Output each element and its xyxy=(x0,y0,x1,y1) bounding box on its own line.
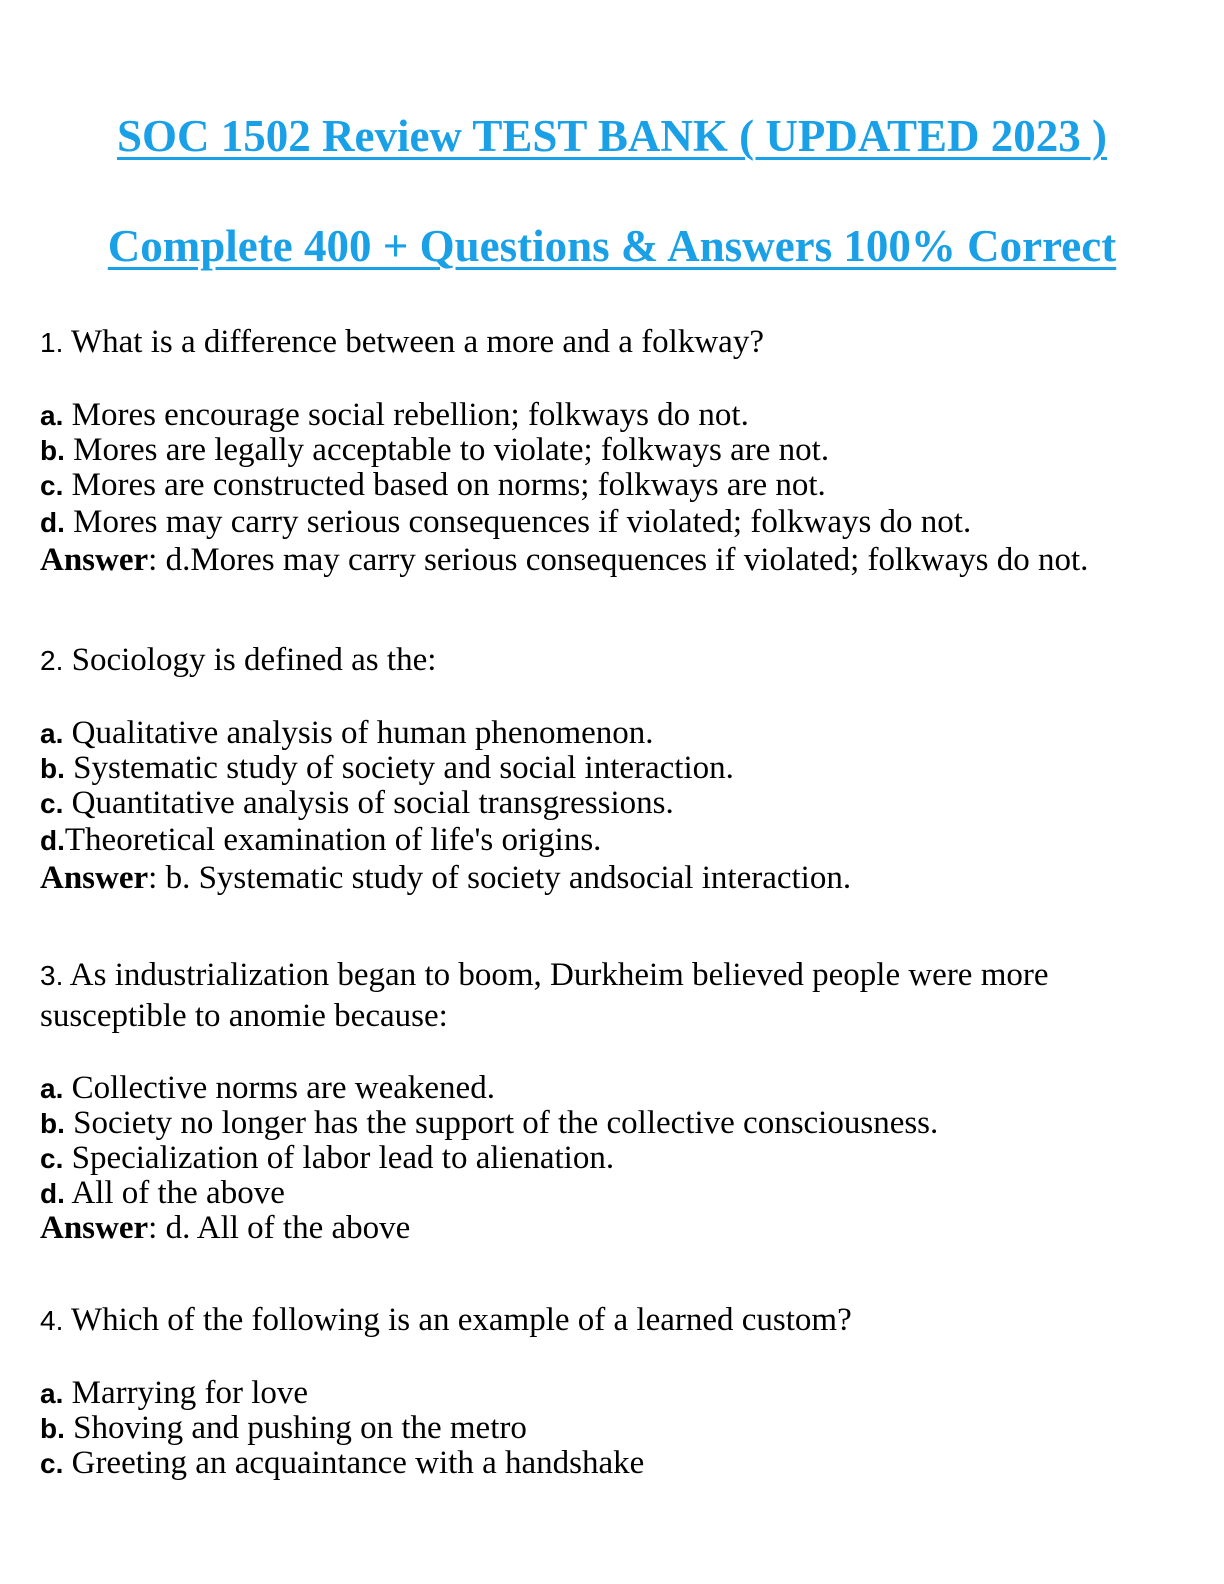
option-d xyxy=(40,823,1190,858)
option-letter: d. xyxy=(40,1178,65,1209)
option-text: Mores encourage social rebellion; folkways do not. xyxy=(63,397,749,433)
option-a xyxy=(40,398,1190,433)
answer-label: Answer xyxy=(40,1210,149,1246)
question-3 xyxy=(40,955,1190,1246)
option-letter: c. xyxy=(40,1448,64,1479)
question-number: 1. xyxy=(40,327,64,358)
option-text: Collective norms are weakened. xyxy=(63,1070,495,1106)
option-letter: b. xyxy=(40,435,65,466)
option-text: All of the above xyxy=(64,1175,285,1211)
option-text: Mores are legally acceptable to violate; folkways are not. xyxy=(64,432,830,468)
option-b xyxy=(40,433,1190,468)
option-b xyxy=(40,751,1190,786)
option-letter: c. xyxy=(40,788,64,819)
option-d xyxy=(40,505,1190,540)
option-letter: b. xyxy=(40,1413,65,1444)
question-stem xyxy=(40,955,1190,1036)
document-title: SOC 1502 Review TEST BANK ( UPDATED 2023 ) xyxy=(116,111,1108,161)
option-text: Shoving and pushing on the metro xyxy=(64,1410,527,1446)
question-stem xyxy=(40,322,1190,363)
document-subtitle: Complete 400 + Questions & Answers 100% Correct xyxy=(107,221,1117,271)
option-c xyxy=(40,1141,1190,1176)
answer xyxy=(40,858,1190,898)
answer xyxy=(40,1211,1190,1246)
option-letter: b. xyxy=(40,1108,65,1139)
option-text: Specialization of labor lead to alienation. xyxy=(63,1140,615,1176)
answer-label: Answer xyxy=(40,860,149,896)
option-c xyxy=(40,786,1190,821)
option-text: Greeting an acquaintance with a handshake xyxy=(63,1445,645,1481)
question-4 xyxy=(40,1300,1190,1481)
option-b xyxy=(40,1106,1190,1141)
question-text: As industrialization began to boom, Durkheim believed people were more susceptible to anomie because: xyxy=(40,957,1049,1034)
question-stem xyxy=(40,1300,1190,1341)
option-text: Marrying for love xyxy=(63,1375,309,1411)
options-list xyxy=(40,1071,1190,1211)
answer-text: : d. All of the above xyxy=(148,1210,411,1246)
question-2 xyxy=(40,640,1190,898)
option-letter: a. xyxy=(40,718,64,749)
answer xyxy=(40,540,1190,580)
options-list xyxy=(40,398,1190,540)
option-letter: a. xyxy=(40,1378,64,1409)
answer-text: : b. Systematic study of society andsocial interaction. xyxy=(148,860,852,896)
option-b xyxy=(40,1411,1190,1446)
option-c xyxy=(40,1446,1190,1481)
option-text: Quantitative analysis of social transgressions. xyxy=(63,785,674,821)
question-1 xyxy=(40,322,1190,580)
option-letter: c. xyxy=(40,1143,64,1174)
option-text: Society no longer has the support of the collective consciousness. xyxy=(64,1105,939,1141)
question-number: 3. xyxy=(40,960,64,991)
option-a xyxy=(40,1376,1190,1411)
option-text: Mores may carry serious consequences if violated; folkways do not. xyxy=(64,504,972,540)
question-text: Sociology is defined as the: xyxy=(63,642,437,678)
options-list xyxy=(40,1376,1190,1481)
option-letter: c. xyxy=(40,470,64,501)
answer-text: : d.Mores may carry serious consequences if violated; folkways do not. xyxy=(148,542,1089,578)
question-text: Which of the following is an example of a learned custom? xyxy=(63,1302,852,1338)
option-d xyxy=(40,1176,1190,1211)
option-text: Theoretical examination of life's origins. xyxy=(64,822,602,858)
option-c xyxy=(40,468,1190,503)
question-number: 4. xyxy=(40,1305,64,1336)
option-letter: a. xyxy=(40,1073,64,1104)
options-list xyxy=(40,716,1190,858)
question-stem xyxy=(40,640,1190,681)
option-text: Systematic study of society and social interaction. xyxy=(64,750,734,786)
option-letter: d. xyxy=(40,825,65,856)
question-number: 2. xyxy=(40,645,64,676)
option-letter: a. xyxy=(40,400,64,431)
option-text: Qualitative analysis of human phenomenon. xyxy=(63,715,654,751)
option-text: Mores are constructed based on norms; folkways are not. xyxy=(63,467,826,503)
option-a xyxy=(40,716,1190,751)
option-letter: d. xyxy=(40,507,65,538)
option-letter: b. xyxy=(40,753,65,784)
question-text: What is a difference between a more and a folkway? xyxy=(63,324,764,360)
option-a xyxy=(40,1071,1190,1106)
answer-label: Answer xyxy=(40,542,149,578)
